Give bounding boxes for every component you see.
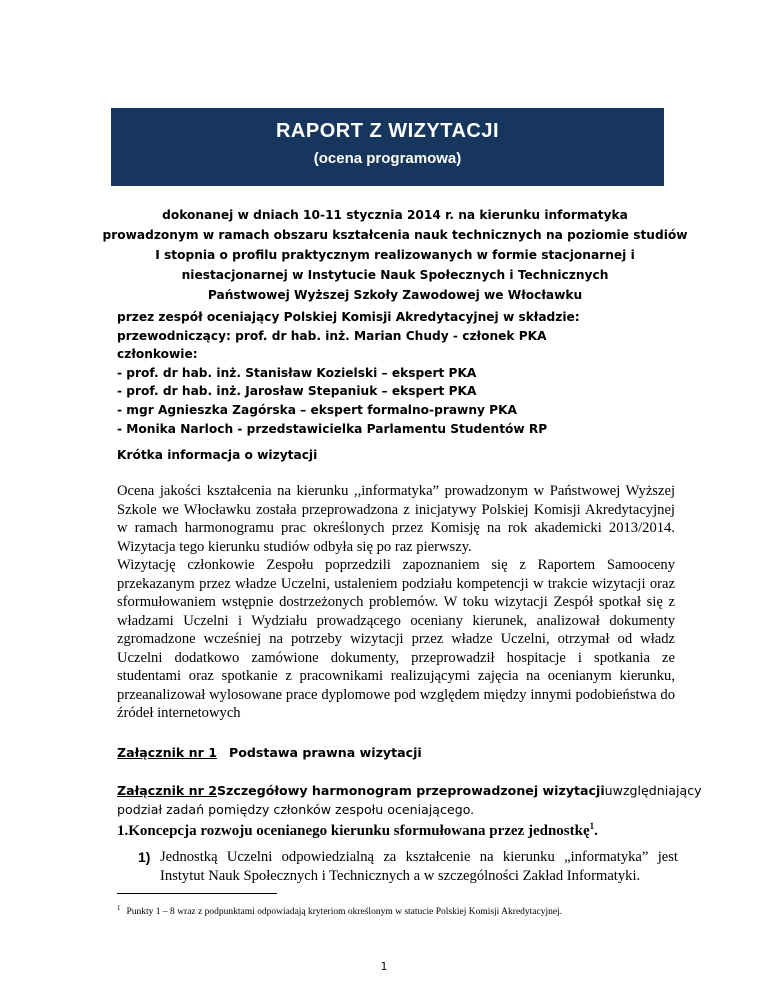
team-line: - mgr Agnieszka Zagórska – ekspert formalno-prawny PKA xyxy=(117,402,517,417)
visit-details-line: Państwowej Wyższej Szkoły Zawodowej we Włocławku xyxy=(207,288,583,302)
footnote-ref[interactable]: 1 xyxy=(589,821,595,831)
annex-2-text-line: podział zadań pomiędzy członków zespołu oceniającego. xyxy=(117,802,475,817)
annex-2-text-part: uwzględniający xyxy=(604,783,702,798)
team-line: - Monika Narloch - przedstawicielka Parlamentu Studentów RP xyxy=(117,421,548,436)
team-line: - prof. dr hab. inż. Stanisław Kozielski – ekspert PKA xyxy=(117,365,477,380)
paragraph: Wizytację członkowie Zespołu poprzedzili zapoznaniem się z Raportem Samooceny przekazanym przez władze Uczelni, ustaleniem podziału kompetencji w trakcie wizytacji oraz sformułowaniem wstępnie dostrzeżonych problemów. W toku wizytacji Zespół spotkał się z władzami Uczelni i Wydziału prowadzącego oceniany kierunek, analizował dokumenty zgromadzone wcześniej na potrzeby wizytacji przez władze Uczelni, otrzymał od władz Uczelni dodatkowo zamówione dokumenty, przeprowadził hospitacje i spotkania ze studentami oraz spotkanie z pracownikami realizującymi zajęcia na ocenianym kierunku, przeanalizował wylosowane prace dyplomowe pod względem między innymi podobieństwa do źródeł internetowych xyxy=(117,557,675,721)
list-item-text: Jednostką Uczelni odpowiedzialną za kształcenie na kierunku „informatyka” jest Instytut Nauk Społecznych i Technicznych a w szczególności Zakład Informatyki. xyxy=(160,849,678,884)
section-1-title: 1.Koncepcja rozwoju ocenianego kierunku sformułowana przez jednostkę xyxy=(117,823,590,839)
visit-details-line: prowadzonym w ramach obszaru kształcenia nauk technicznych na poziomie studiów xyxy=(102,228,688,242)
visit-details-line: I stopnia o profilu praktycznym realizowanych w formie stacjonarnej i xyxy=(155,248,635,262)
annex-1-text: Podstawa prawna wizytacji xyxy=(228,745,422,760)
annex-2-title: Szczegółowy harmonogram przeprowadzonej wizytacji xyxy=(216,783,605,798)
visit-details-line: niestacjonarnej w Instytucie Nauk Społecznych i Technicznych xyxy=(181,268,609,282)
annex-2 xyxy=(117,781,702,819)
page-number: 1 xyxy=(380,960,388,973)
annex-1 xyxy=(117,745,422,760)
report-subtitle: (ocena programowa) xyxy=(313,150,462,167)
team-line: - prof. dr hab. inż. Jarosław Stepaniuk – ekspert PKA xyxy=(117,384,477,399)
footnote-text: Punkty 1 – 8 wraz z podpunktami odpowiadają kryteriom określonym w statucie Polskiej Komisji Akredytacyjnej. xyxy=(126,907,563,918)
annex-2-label: Załącznik nr 2 xyxy=(117,783,217,798)
paragraph: Ocena jakości kształcenia na kierunku ,,informatyka” prowadzonym w Państwowej Wyższej Szkole we Włocławku została przeprowadzona z inicjatywy Polskiej Komisji Akredytacyjnej w ramach harmonogramu prac określonych przez Komisję na rok akademicki 2013/2014. Wizytacja tego kierunku studiów odbyła się po raz pierwszy. xyxy=(117,483,675,555)
evaluation-team xyxy=(117,308,580,438)
section-1-heading: 1.Koncepcja rozwoju ocenianego kierunku sformułowana przez jednostkę$^1$. xyxy=(117,821,598,839)
team-line: przewodniczący: prof. dr hab. inż. Marian Chudy - członek PKA xyxy=(117,328,547,343)
list-item xyxy=(138,848,678,886)
list-item-number: 1) xyxy=(138,849,151,865)
footnote-mark: 1 xyxy=(117,904,121,912)
visit-details xyxy=(60,205,730,305)
annex-1-label: Załącznik nr 1 xyxy=(117,745,217,760)
team-line: członkowie: xyxy=(117,347,198,362)
footnote-separator xyxy=(117,893,277,894)
footnote xyxy=(117,904,562,917)
short-info-heading: Krótka informacja o wizytacji xyxy=(117,448,318,462)
report-banner xyxy=(111,108,664,186)
report-title: RAPORT Z WIZYTACJI xyxy=(275,120,500,142)
team-line: przez zespół oceniający Polskiej Komisji Akredytacyjnej w składzie: xyxy=(117,310,580,324)
visit-description xyxy=(117,482,675,723)
visit-details-line: dokonanej w dniach 10-11 stycznia 2014 r. na kierunku informatyka xyxy=(162,208,628,222)
